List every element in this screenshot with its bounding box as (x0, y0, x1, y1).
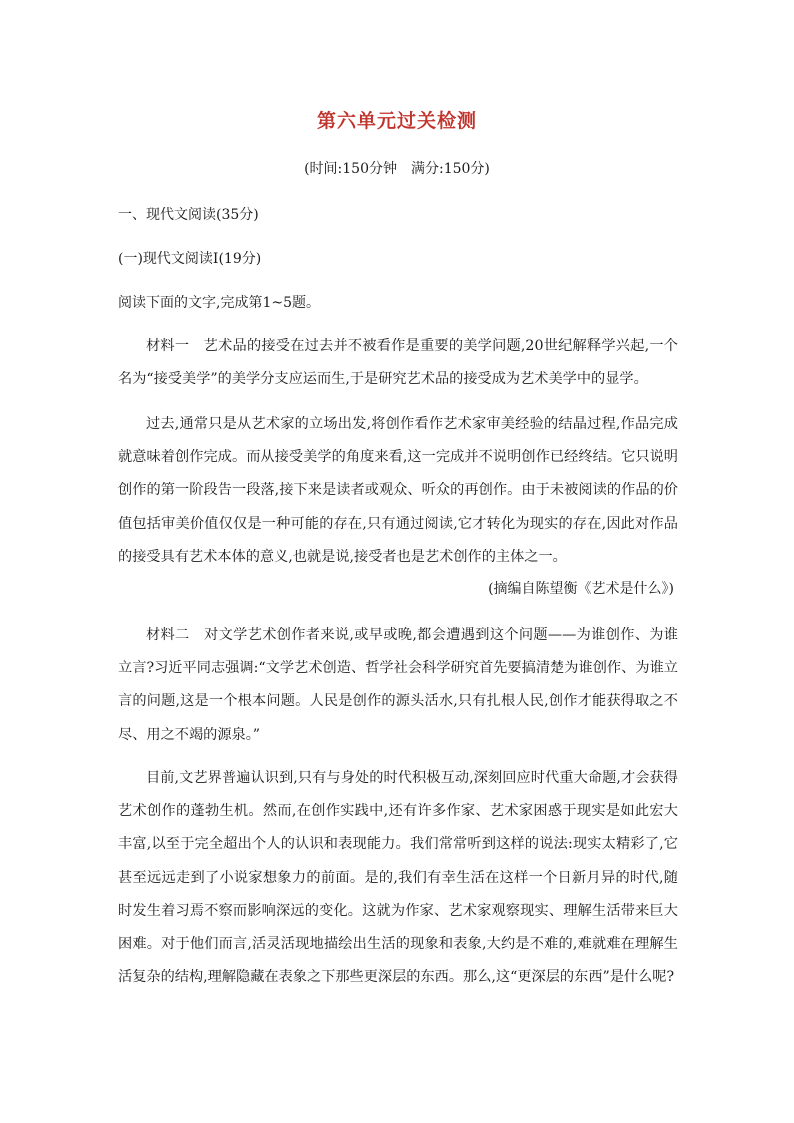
paragraph-current-art-world: 目前,文艺界普遍认识到,只有与身处的时代积极互动,深刻回应时代重大命题,才会获得艺术创作的蓬勃生机。然而,在创作实践中,还有许多作家、艺术家困惑于现实是如此宏大丰富,以至于完全超出个人的认识和表现能力。我们常常听到这样的说法:现实太精彩了,它甚至远远走到了小说家想象力的前面。是的,我们有幸生活在这样一个日新月异的时代,随时发生着习焉不察而影响深远的变化。这就为作家、艺术家观察现实、理解生活带来巨大困难。对于他们而言,活灵活现地描绘出生活的现象和表象,大约是不难的,难就难在理解生活复杂的结构,理解隐藏在表象之下那些更深层的东西。那么,这“更深层的东西”是什么呢? (118, 770, 678, 986)
source-citation: (摘编自陈望衡《艺术是什么》) (488, 581, 674, 597)
instruction-text: 阅读下面的文字,完成第1~5题。 (118, 295, 320, 311)
paragraph-reception-aesthetics: 过去,通常只是从艺术家的立场出发,将创作看作艺术家审美经验的结晶过程,作品完成就意味着创作完成。而从接受美学的角度来看,这一完成并不说明创作已经终结。它只说明创作的第一阶段告一段落,接下来是读者或观众、听众的再创作。由于未被阅读的作品的价值包括审美价值仅仅是一种可能的存在,只有通过阅读,它才转化为现实的存在,因此对作品的接受具有艺术本体的意义,也就是说,接受者也是艺术创作的主体之一。 (118, 416, 678, 565)
section-heading: 一、现代文阅读(35分) (118, 207, 259, 223)
exam-time-score: (时间:150分钟 满分:150分) (304, 161, 490, 177)
subsection-heading: (一)现代文阅读Ⅰ(19分) (118, 251, 262, 267)
paragraph-material-one: 材料一 艺术品的接受在过去并不被看作是重要的美学问题,20世纪解释学兴起,一个名为“接受美学”的美学分支应运而生,于是研究艺术品的接受成为艺术美学中的显学。 (118, 338, 678, 388)
paragraph-material-two: 材料二 对文学艺术创作者来说,或早或晚,都会遭遇到这个问题——为谁创作、为谁立言?习近平同志强调:“文学艺术创造、哲学社会科学研究首先要搞清楚为谁创作、为谁立言的问题,这是一个根本问题。人民是创作的源头活水,只有扎根人民,创作才能获得取之不尽、用之不竭的源泉。” (118, 627, 678, 743)
page-title: 第六单元过关检测 (316, 110, 477, 132)
